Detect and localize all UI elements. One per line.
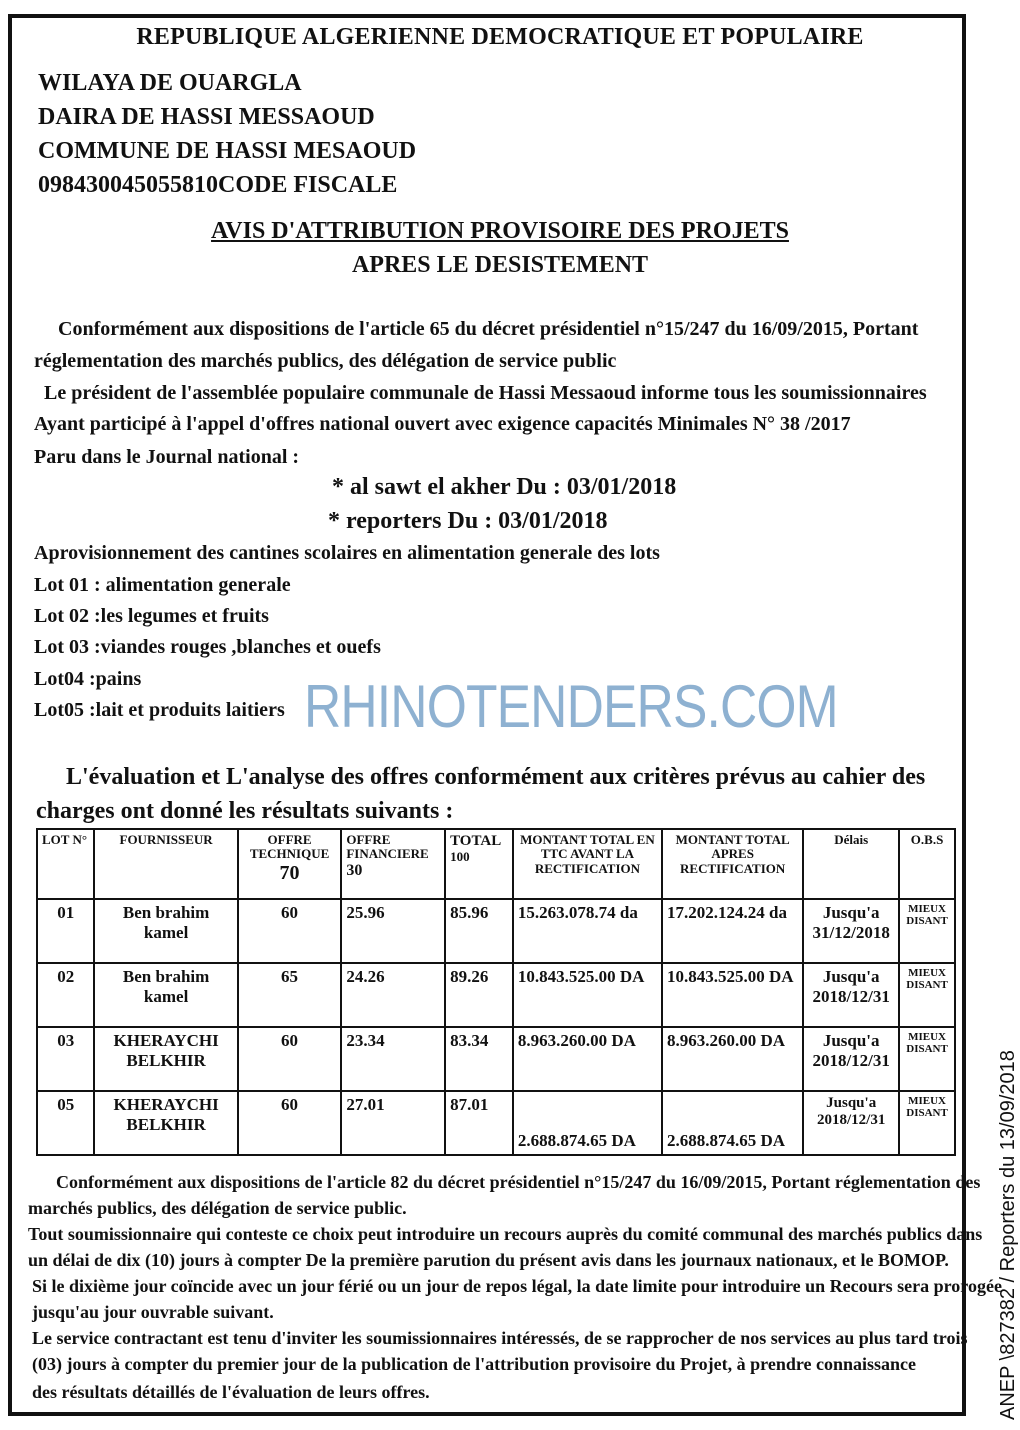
intro-line: réglementation des marchés publics, des délégation de service public — [34, 350, 617, 372]
watermark-text: RHINOTENDERS.COM — [304, 673, 838, 740]
header-offre-financiere: OFFRE FINANCIERE 30 — [341, 829, 445, 899]
cell-obs: MIEUX DISANT — [899, 899, 955, 963]
footer-line: Conformément aux dispositions de l'article 82 du décret présidentiel n°15/247 du 16/09/2015, Portant réglementation des — [56, 1172, 981, 1192]
footer-line: des résultats détaillés de l'évaluation de leurs offres. — [32, 1382, 430, 1402]
cell-tech: 60 — [238, 1091, 342, 1155]
cell-lot: 02 — [37, 963, 94, 1027]
footer-line: Le service contractant est tenu d'inviter les soumissionnaires intéressés, de se rapprocher de nos services au plus tard trois — [32, 1328, 968, 1348]
lot-item: Lot04 :pains — [34, 668, 142, 690]
cell-delais: Jusqu'a 2018/12/31 — [803, 963, 899, 1027]
commune-line: COMMUNE DE HASSI MESAOUD — [38, 138, 417, 164]
fiscal-code-line: 098430045055810CODE FISCALE — [38, 172, 398, 198]
cell-montant-apres: 8.963.260.00 DA — [662, 1027, 803, 1091]
cell-fournisseur: Ben brahim kamel — [94, 899, 237, 963]
footer-line: marchés publics, des délégation de service public. — [28, 1198, 407, 1218]
cell-obs: MIEUX DISANT — [899, 1091, 955, 1155]
object-line: Aprovisionnement des cantines scolaires en alimentation generale des lots — [34, 542, 660, 564]
cell-fournisseur: Ben brahim kamel — [94, 963, 237, 1027]
evaluation-line: charges ont donné les résultats suivants : — [36, 798, 454, 824]
header-fournisseur: FOURNISSEUR — [94, 829, 237, 899]
journal-intro: Paru dans le Journal national : — [34, 446, 300, 468]
header-obs: O.B.S — [899, 829, 955, 899]
footer-line: Tout soumissionnaire qui conteste ce choix peut introduire un recours auprès du comité communal des marchés publics dans — [28, 1224, 983, 1244]
cell-delais: Jusqu'a 31/12/2018 — [803, 899, 899, 963]
lot-item: Lot05 :lait et produits laitiers — [34, 699, 285, 721]
cell-obs: MIEUX DISANT — [899, 963, 955, 1027]
intro-line: Le président de l'assemblée populaire communale de Hassi Messaoud informe tous les soumissionnaires — [44, 382, 927, 404]
cell-tech: 60 — [238, 899, 342, 963]
footer-line: (03) jours à compter du premier jour de la publication de l'attribution provisoire du Projet, à prendre connaissance — [32, 1354, 917, 1374]
lot-item: Lot 02 :les legumes et fruits — [34, 605, 269, 627]
cell-fin: 24.26 — [341, 963, 445, 1027]
header-total: TOTAL 100 — [445, 829, 513, 899]
cell-montant-apres: 2.688.874.65 DA — [662, 1091, 803, 1155]
footer-line: un délai de dix (10) jours à compter De la première parution du présent avis dans les journaux nationaux, et le BOMOP. — [28, 1250, 949, 1270]
evaluation-line: L'évaluation et L'analyse des offres conformément aux critères prévus au cahier des — [66, 764, 926, 790]
header-montant-apres: MONTANT TOTAL APRES RECTIFICATION — [662, 829, 803, 899]
header-offre-technique: OFFRE TECHNIQUE 70 — [238, 829, 342, 899]
cell-montant-avant: 2.688.874.65 DA — [513, 1091, 662, 1155]
header-delais: Délais — [803, 829, 899, 899]
table-header-row — [37, 829, 955, 899]
footer-line: jusqu'au jour ouvrable suivant. — [32, 1302, 274, 1322]
intro-line: Ayant participé à l'appel d'offres national ouvert avec exigence capacités Minimales N° 38 /2017 — [34, 413, 851, 435]
journal-item: * reporters Du : 03/01/2018 — [328, 508, 608, 534]
results-table — [36, 828, 956, 1156]
cell-delais: Jusqu'a 2018/12/31 — [803, 1027, 899, 1091]
cell-montant-avant: 8.963.260.00 DA — [513, 1027, 662, 1091]
table-row — [37, 1027, 955, 1091]
cell-montant-avant: 10.843.525.00 DA — [513, 963, 662, 1027]
cell-total: 85.96 — [445, 899, 513, 963]
cell-montant-apres: 10.843.525.00 DA — [662, 963, 803, 1027]
cell-total: 83.34 — [445, 1027, 513, 1091]
wilaya-line: WILAYA DE OUARGLA — [38, 70, 302, 96]
cell-total: 87.01 — [445, 1091, 513, 1155]
table-row — [37, 963, 955, 1027]
cell-tech: 65 — [238, 963, 342, 1027]
table-row — [37, 1091, 955, 1155]
notice-title: AVIS D'ATTRIBUTION PROVISOIRE DES PROJETS — [211, 218, 789, 244]
footer-line: Si le dixième jour coïncide avec un jour férié ou un jour de repos légal, la date limite pour introduire un Recours sera prorogée — [32, 1276, 1002, 1296]
cell-total: 89.26 — [445, 963, 513, 1027]
lot-item: Lot 01 : alimentation generale — [34, 574, 291, 596]
cell-fournisseur: KHERAYCHI BELKHIR — [94, 1091, 237, 1155]
notice-subtitle: APRES LE DESISTEMENT — [351, 252, 649, 278]
cell-lot: 01 — [37, 899, 94, 963]
cell-obs: MIEUX DISANT — [899, 1027, 955, 1091]
cell-fournisseur: KHERAYCHI BELKHIR — [94, 1027, 237, 1091]
cell-fin: 27.01 — [341, 1091, 445, 1155]
cell-delais: Jusqu'a 2018/12/31 — [803, 1091, 899, 1155]
header-montant-avant: MONTANT TOTAL EN TTC AVANT LA RECTIFICATION — [513, 829, 662, 899]
country-header: REPUBLIQUE ALGERIENNE DEMOCRATIQUE ET POPULAIRE — [136, 24, 864, 50]
cell-fin: 23.34 — [341, 1027, 445, 1091]
cell-montant-avant: 15.263.078.74 da — [513, 899, 662, 963]
header-lot: LOT N° — [37, 829, 94, 899]
cell-fin: 25.96 — [341, 899, 445, 963]
publication-reference: ANEP \827382 / Reporters du 13/09/2018 — [997, 1050, 1019, 1420]
cell-lot: 05 — [37, 1091, 94, 1155]
cell-montant-apres: 17.202.124.24 da — [662, 899, 803, 963]
table-row — [37, 899, 955, 963]
journal-item: * al sawt el akher Du : 03/01/2018 — [332, 474, 677, 500]
lot-item: Lot 03 :viandes rouges ,blanches et ouefs — [34, 636, 381, 658]
cell-tech: 60 — [238, 1027, 342, 1091]
cell-lot: 03 — [37, 1027, 94, 1091]
daira-line: DAIRA DE HASSI MESSAOUD — [38, 104, 375, 130]
intro-line: Conformément aux dispositions de l'article 65 du décret présidentiel n°15/247 du 16/09/2015, Portant — [58, 318, 919, 340]
